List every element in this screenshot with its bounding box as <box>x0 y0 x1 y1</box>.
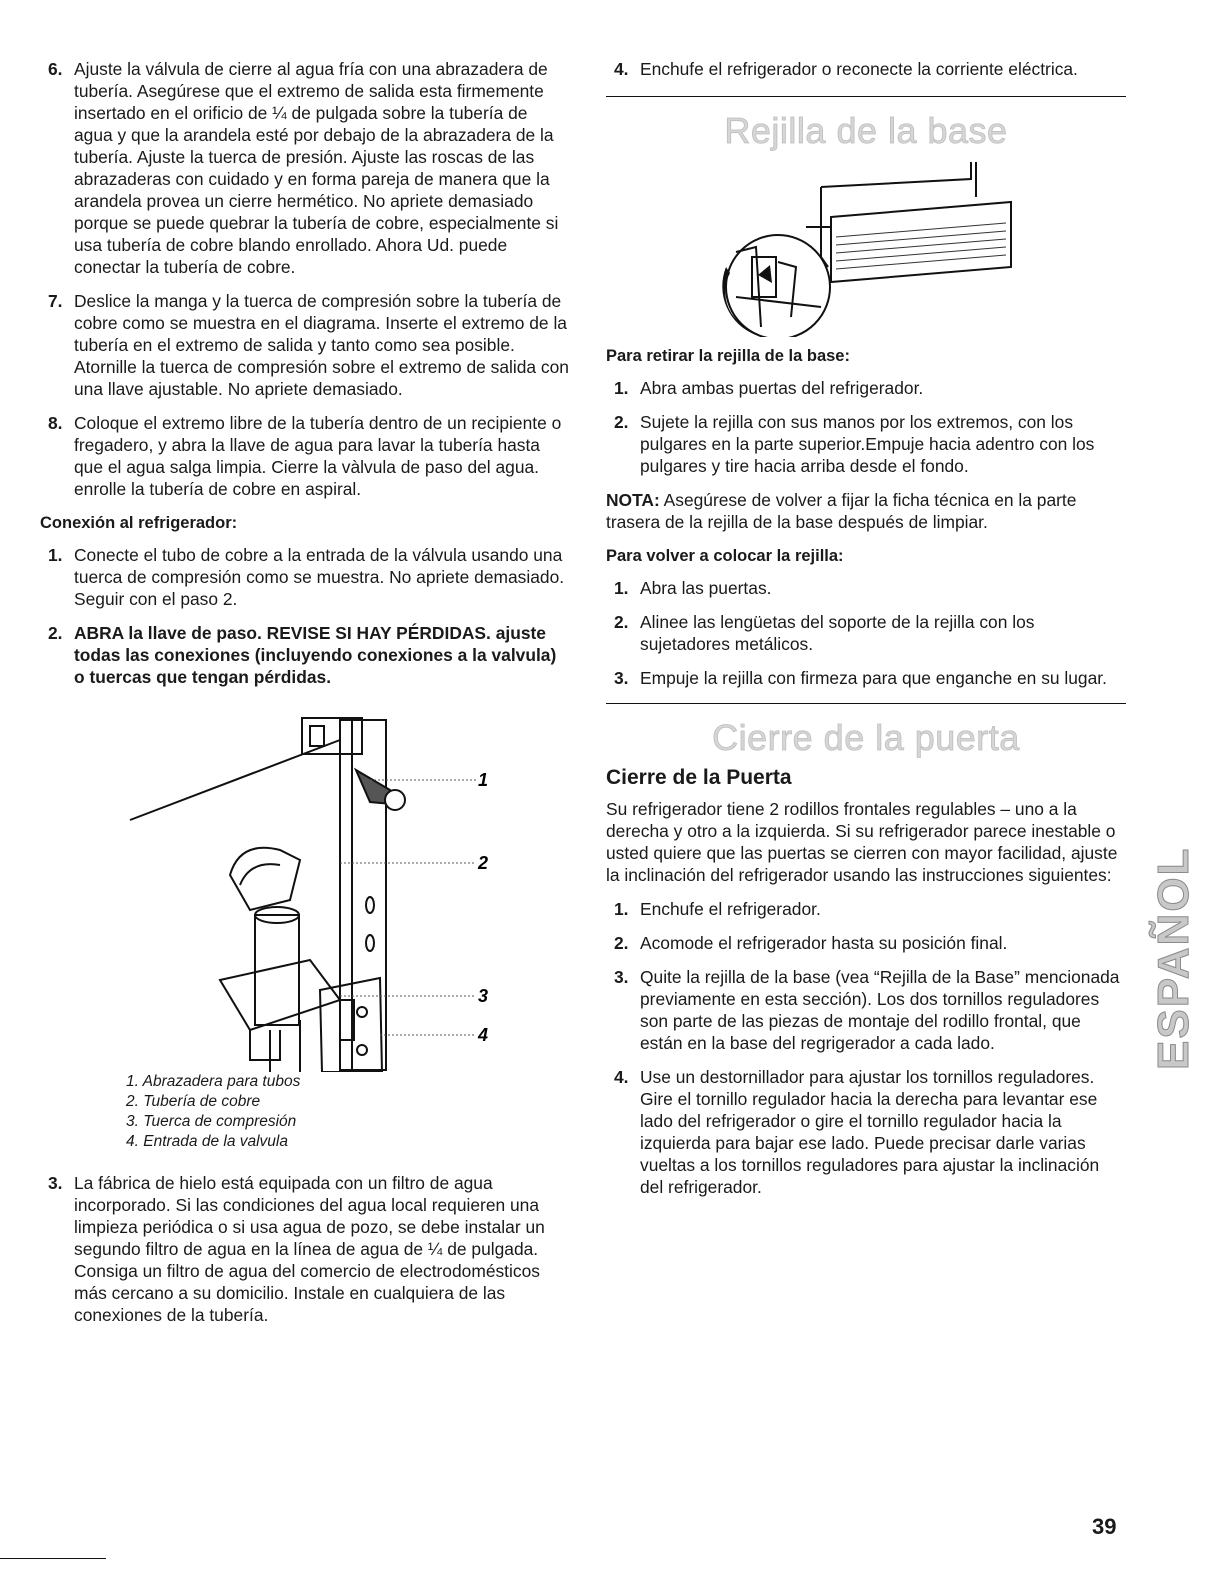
step-number: 1. <box>614 578 629 598</box>
side-tab-graphic <box>1148 812 1204 1070</box>
callout-4: 4 <box>478 1025 489 1045</box>
side-tab-label: ESPAÑOL <box>1149 846 1198 1070</box>
retirar-step-1 <box>606 377 1126 399</box>
step-text: Abra las puertas. <box>640 578 772 598</box>
nota-label: NOTA: <box>606 490 660 510</box>
step-text: Empuje la rejilla con firmeza para que enganche en su lugar. <box>640 668 1107 688</box>
nota-paragraph <box>606 489 1126 533</box>
step-number: 3. <box>614 668 629 688</box>
caption-3: 3. Tuerca de compresión <box>126 1113 297 1130</box>
conexion-step-1 <box>40 544 570 610</box>
nota-text: Asegúrese de volver a fijar la ficha técnica en la parte trasera de la rejilla de la base después de limpiar. <box>606 490 1077 532</box>
section-divider <box>606 703 1126 704</box>
cierre-banner-title: Cierre de la puerta <box>712 717 1020 758</box>
cierre-intro: Su refrigerador tiene 2 rodillos frontales regulables – uno a la derecha y otro a la izquierda. Si su refrigerador parece inestable o usted quiere que las puertas se cierren con mayor facilidad, ajuste la inclinación del refrigerador usando las instrucciones siguientes: <box>606 799 1118 885</box>
step-8 <box>40 412 570 500</box>
step-number: 1. <box>614 899 629 919</box>
callout-1: 1 <box>478 770 489 790</box>
rejilla-banner-title: Rejilla de la base <box>724 110 1008 151</box>
step-number: 4. <box>614 59 629 79</box>
step-text: Sujete la rejilla con sus manos por los extremos, con los pulgares en la parte superior.Empuje hacia adentro con los pulgares y tire hacia arriba desde el fondo. <box>640 412 1095 476</box>
step-4-plug-in <box>606 58 1126 80</box>
volver-step-1 <box>606 577 1126 599</box>
step-number: 4. <box>614 1067 629 1087</box>
step-text: Quite la rejilla de la base (vea “Rejilla de la Base” mencionada previamente en esta sección). Los dos tornillos reguladores son parte de las piezas de montaje del rodillo frontal, que están en la base del regrigerador a cada lado. <box>640 967 1120 1053</box>
grille-diagram <box>606 157 1126 337</box>
conexion-step-2 <box>40 622 570 688</box>
step-number: 2. <box>48 623 63 643</box>
left-column <box>40 58 570 1338</box>
caption-4: 4. Entrada de la valvula <box>126 1133 288 1150</box>
step-number: 6. <box>48 59 63 79</box>
right-column <box>606 58 1126 1210</box>
callout-2: 2 <box>478 853 489 873</box>
step-text: Enchufe el refrigerador o reconecte la corriente eléctrica. <box>640 59 1078 79</box>
page-number: 39 <box>1092 1514 1117 1539</box>
grille-illustration <box>606 157 1126 337</box>
retirar-step-2 <box>606 411 1126 477</box>
step-number: 3. <box>48 1173 63 1193</box>
step-text: Alinee las lengüetas del soporte de la rejilla con los sujetadores metálicos. <box>640 612 1035 654</box>
step-number: 2. <box>614 933 629 953</box>
step-text: Deslice la manga y la tuerca de compresión sobre la tubería de cobre como se muestra en el diagrama. Inserte el extremo de la tubería en el extremo de salida y tanto como sea posible. Atornille la tuerca de compresión sobre el extremo de salida con una llave ajustable. No apriete demasiado. <box>74 291 569 399</box>
footer-rule <box>0 1558 106 1559</box>
language-side-tab <box>1148 812 1204 1070</box>
caption-1: 1. Abrazadera para tubos <box>126 1073 301 1090</box>
figure-captions <box>126 1072 570 1152</box>
valve-diagram <box>40 700 570 1072</box>
cierre-heading: Cierre de la Puerta <box>606 766 792 789</box>
step-number: 2. <box>614 412 629 432</box>
step-text: Abra ambas puertas del refrigerador. <box>640 378 924 398</box>
volver-step-2 <box>606 611 1126 655</box>
step-text: Ajuste la válvula de cierre al agua fría con una abrazadera de tubería. Asegúrese que el extremo de salida esta firmemente insertado en el orificio de ¼ de pulgada sobre la tubería de agua y que la arandela esté por debajo de la abrazadera de la tubería. Ajuste la tuerca de presión. Ajuste las roscas de las abrazaderas con cuidado y en forma pareja de manera que la arandela provea un cierre hermético. No apriete demasiado porque se puede quebrar la tubería de cobre, especialmente si usa tubería de cobre blando enrollado. Ahora Ud. puede conectar la tubería de cobre. <box>74 59 559 277</box>
step-text: Use un destornillador para ajustar los tornillos reguladores. Gire el tornillo regulador hacia la derecha para levantar ese lado del refrigerador o gire el tornillo regulador hacia la izquierda para bajar ese lado. Puede precisar darle varias vueltas a los tornillos reguladores para ajustar la inclinación del refrigerador. <box>640 1067 1100 1197</box>
step-3-filter <box>40 1172 570 1326</box>
step-text: Acomode el refrigerador hasta su posición final. <box>640 933 1008 953</box>
step-7 <box>40 290 570 400</box>
step-number: 8. <box>48 413 63 433</box>
cierre-step-3 <box>606 966 1126 1054</box>
cierre-step-2 <box>606 932 1126 954</box>
step-text: Enchufe el refrigerador. <box>640 899 821 919</box>
retirar-heading: Para retirar la rejilla de la base: <box>606 347 850 365</box>
step-number: 3. <box>614 967 629 987</box>
volver-step-3 <box>606 667 1126 689</box>
conexion-heading: Conexión al refrigerador: <box>40 514 238 532</box>
step-text: ABRA la llave de paso. REVISE SI HAY PÉRDIDAS. ajuste todas las conexiones (incluyendo conexiones a la valvula) o tuercas que tengan pérdidas. <box>74 623 557 687</box>
step-number: 2. <box>614 612 629 632</box>
step-number: 7. <box>48 291 63 311</box>
step-6 <box>40 58 570 278</box>
volver-heading: Para volver a colocar la rejilla: <box>606 547 844 565</box>
step-text: Coloque el extremo libre de la tubería dentro de un recipiente o fregadero, y abra la llave de agua para lavar la tubería hasta que el agua salga limpia. Cierre la vàlvula de paso del agua. enrolle la tubería de cobre en aspiral. <box>74 413 562 499</box>
step-number: 1. <box>48 545 63 565</box>
caption-2: 2. Tubería de cobre <box>126 1093 261 1110</box>
step-text: La fábrica de hielo está equipada con un filtro de agua incorporado. Si las condiciones del agua local requieren una limpieza periódica o si usa agua de pozo, se debe instalar un segundo filtro de agua en la línea de agua de ¼ de pulgada. Consiga un filtro de agua del comercio de electrodomésticos más cercano a su domicilio. Instale en cualquiera de las conexiones de la tubería. <box>74 1173 545 1325</box>
step-text: Conecte el tubo de cobre a la entrada de la válvula usando una tuerca de compresión como se muestra. No apriete demasiado. Seguir con el paso 2. <box>74 545 565 609</box>
callout-3: 3 <box>478 986 489 1006</box>
cierre-step-1 <box>606 898 1126 920</box>
section-divider <box>606 96 1126 97</box>
cierre-step-4 <box>606 1066 1126 1198</box>
step-number: 1. <box>614 378 629 398</box>
valve-illustration <box>40 700 570 1072</box>
